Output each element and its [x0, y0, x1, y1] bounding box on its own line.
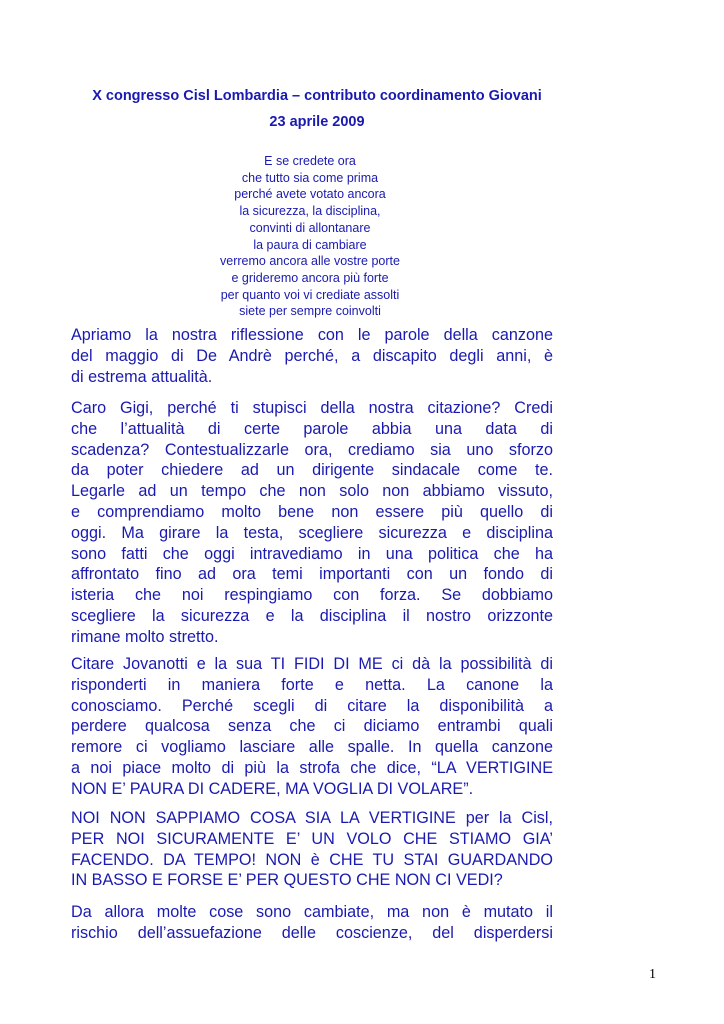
paragraph-line: perdere qualcosa senza che ci diciamo entrambi quali [71, 717, 553, 736]
paragraph-line: FACENDO. DA TEMPO! NON è CHE TU STAI GUARDANDO [71, 850, 553, 869]
paragraph-caro-gigi [71, 398, 553, 648]
paragraph-line: conosciamo. Perché scegli di citare la disponibilità a [71, 696, 553, 715]
poem-quote [150, 153, 470, 320]
poem-line: per quanto voi vi crediate assolti [220, 287, 400, 302]
paragraph-line: NON E’ PAURA DI CADERE, MA VOGLIA DI VOLARE”. [71, 779, 474, 798]
paragraph-line: che l’attualità di certe parole abbia una data di [71, 419, 553, 438]
paragraph-line: IN BASSO E FORSE E’ PER QUESTO CHE NON CI VEDI? [71, 871, 503, 890]
paragraph-line: rimane molto stretto. [71, 627, 219, 646]
paragraph-line: da poter chiedere ad un dirigente sindacale come te. [71, 461, 553, 480]
paragraph-line: rischio dell’assuefazione delle coscienze, del disperdersi [71, 923, 553, 942]
paragraph-line: Caro Gigi, perché ti stupisci della nostra citazione? Credi [71, 399, 553, 417]
document-date: 23 aprile 2009 [269, 114, 365, 130]
paragraph-line: risponderti in maniera forte e netta. La canone la [71, 675, 553, 694]
poem-line: la sicurezza, la disciplina, [239, 204, 381, 219]
poem-line: e grideremo ancora più forte [231, 270, 389, 285]
paragraph-line: Citare Jovanotti e la sua TI FIDI DI ME ci dà la possibilità di [71, 655, 553, 673]
paragraph-jovanotti [71, 654, 553, 800]
paragraph-line: del maggio di De Andrè perché, a discapito degli anni, è [71, 346, 553, 365]
poem-line: che tutto sia come prima [241, 170, 379, 185]
paragraph-line: affrontato fino ad ora temi importanti con un fondo di [71, 565, 553, 584]
paragraph-line: e comprendiamo molto bene non essere più quello di [71, 502, 553, 521]
paragraph-line: NOI NON SAPPIAMO COSA SIA LA VERTIGINE per la Cisl, [71, 809, 553, 827]
poem-line: convinti di allontanare [249, 220, 371, 235]
paragraph-vertigine [71, 808, 553, 891]
paragraph-line: isteria che noi respingiamo con forza. Se dobbiamo [71, 586, 553, 605]
paragraph-line: PER NOI SICURAMENTE E’ UN VOLO CHE STIAMO GIA’ [71, 829, 553, 848]
poem-line: perché avete votato ancora [234, 187, 386, 202]
paragraph-line: sono fatti che oggi intravediamo in una politica che ha [71, 544, 553, 563]
paragraph-line: Apriamo la nostra riflessione con le parole della canzone [71, 326, 553, 344]
paragraph-line: di estrema attualità. [71, 367, 213, 386]
poem-line: siete per sempre coinvolti [239, 304, 381, 319]
document-title: X congresso Cisl Lombardia – contributo coordinamento Giovani [92, 88, 542, 104]
paragraph-line: Da allora molte cose sono cambiate, ma non è mutato il [71, 903, 553, 921]
page-number: 1 [649, 967, 656, 982]
paragraph-line: a noi piace molto di più la strofa che dice, “LA VERTIGINE [71, 758, 553, 777]
paragraph-da-allora [71, 902, 553, 944]
paragraph-line: oggi. Ma girare la testa, scegliere sicurezza e disciplina [71, 523, 553, 542]
paragraph-line: Legarle ad un tempo che non solo non abbiamo vissuto, [71, 482, 553, 501]
poem-line: verremo ancora alle vostre porte [220, 254, 400, 269]
paragraph-line: scadenza? Contestualizzarle ora, crediamo sia uno sforzo [71, 440, 553, 459]
paragraph-intro [71, 325, 553, 387]
paragraph-line: scegliere la sicurezza e la disciplina il nostro orizzonte [71, 606, 553, 625]
poem-line: la paura di cambiare [253, 237, 367, 252]
paragraph-line: remore ci vogliamo lasciare alle spalle. In quella canzone [71, 738, 553, 757]
poem-line: E se credete ora [264, 154, 356, 168]
